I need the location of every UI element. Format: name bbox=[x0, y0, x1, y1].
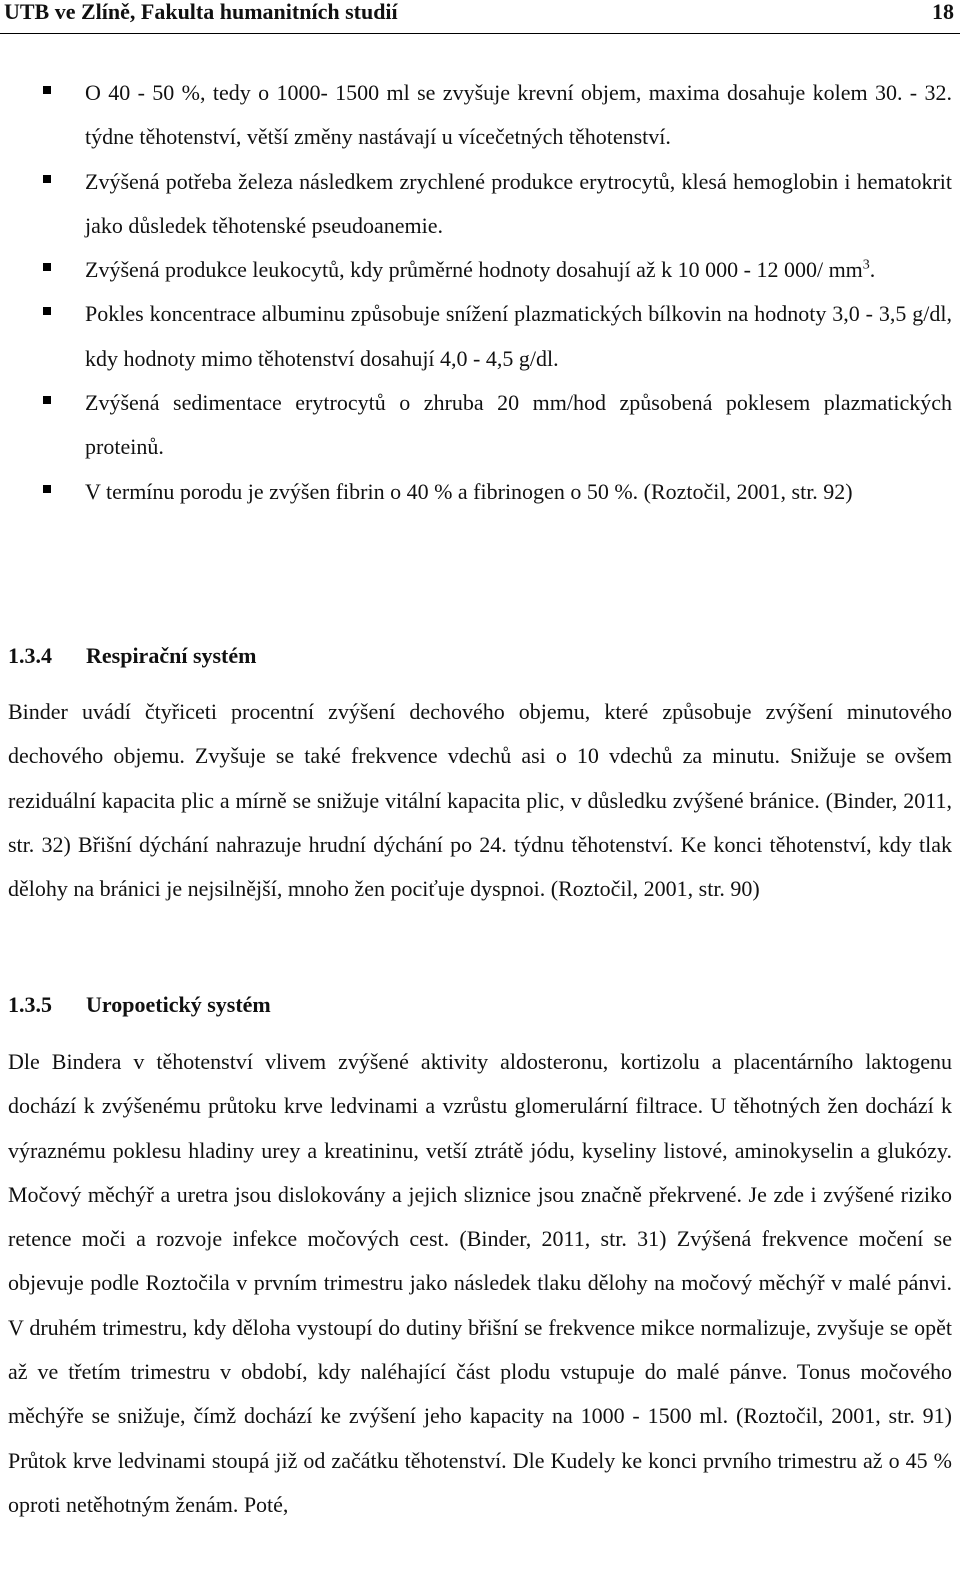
list-item bbox=[0, 292, 960, 381]
section-number: 1.3.5 bbox=[8, 992, 52, 1017]
paragraph-respiracni: Binder uvádí čtyřiceti procentní zvýšení dechového objemu, které způsobuje zvýšení minutového dechového objemu. Zvyšuje se také frekvence vdechů asi o 10 vdechů za minutu. Snižuje se ovšem reziduální kapacita plic a mírně se snižuje vitální kapacita plic, v důsledku zvýšené bránice. (Binder, 2011, str. 32) Břišní dýchání nahrazuje hrudní dýchání po 24. týdnu těhotenství. Ke konci těhotenství, kdy tlak dělohy na bránici je nejsilnější, mnoho žen pociťuje dyspnoi. (Roztočil, 2001, str. 90) bbox=[8, 699, 952, 902]
list-item-text: V termínu porodu je zvýšen fibrin o 40 % a fibrinogen o 50 %. (Roztočil, 2001, str. 92) bbox=[85, 478, 853, 504]
list-item-end: . bbox=[869, 257, 876, 283]
list-item-text: Zvýšená potřeba železa následkem zrychlené produkce erytrocytů, klesá hemoglobin i hematokrit jako důsledek těhotenské pseudoanemie. bbox=[85, 168, 952, 238]
list-item bbox=[0, 248, 960, 292]
list-item bbox=[0, 470, 960, 514]
section-title: Uropoetický systém bbox=[86, 992, 271, 1017]
square-bullet-icon bbox=[43, 86, 51, 94]
square-bullet-icon bbox=[43, 485, 51, 493]
square-bullet-icon bbox=[43, 175, 51, 183]
square-bullet-icon bbox=[43, 396, 51, 404]
page-header bbox=[0, 0, 960, 34]
bullet-list bbox=[0, 71, 960, 514]
list-item-text: Zvýšená produkce leukocytů, kdy průměrné hodnoty dosahují až k 10 000 - 12 000/ mm bbox=[85, 257, 863, 283]
list-item-text: Pokles koncentrace albuminu způsobuje snížení plazmatických bílkovin na hodnoty 3,0 - 3,5 g/dl, kdy hodnoty mimo těhotenství dosahují 4,0 - 4,5 g/dl. bbox=[85, 301, 952, 371]
header-title: UTB ve Zlíně, Fakulta humanitních studií bbox=[4, 0, 398, 24]
page-number: 18 bbox=[932, 0, 954, 24]
list-item-text: Zvýšená sedimentace erytrocytů o zhruba 20 mm/hod způsobená poklesem plazmatických proteinů. bbox=[85, 390, 952, 460]
section-title: Respirační systém bbox=[86, 643, 257, 668]
section-heading-respiracni bbox=[8, 641, 256, 671]
section-heading-uropoeticky bbox=[8, 990, 271, 1020]
list-item bbox=[0, 381, 960, 470]
square-bullet-icon bbox=[43, 263, 51, 271]
section-number: 1.3.4 bbox=[8, 643, 52, 668]
square-bullet-icon bbox=[43, 307, 51, 315]
superscript: 3 bbox=[862, 257, 870, 273]
list-item bbox=[0, 160, 960, 249]
paragraph-uropoeticky: Dle Bindera v těhotenství vlivem zvýšené aktivity aldosteronu, kortizolu a placentárního laktogenu dochází k zvýšenému průtoku krve ledvinami a vzrůstu glomerulární filtrace. U těhotných žen dochází k výraznému poklesu hladiny urey a kreatininu, vetší ztrátě jódu, kyseliny listové, aminokyselin a glukózy. Močový měchýř a uretra jsou dislokovány a jejich sliznice jsou značně překrvené. Je zde i zvýšené riziko retence moči a rozvoje infekce močových cest. (Binder, 2011, str. 31) Zvýšená frekvence močení se objevuje podle Roztočila v prvním trimestru jako následek tlaku dělohy na močový měchýř v malé pánvi. V druhém trimestru, kdy děloha vystoupí do dutiny břišní se frekvence mikce normalizuje, zvyšuje se opět až ve třetím trimestru v období, kdy naléhající část plodu vstupuje do malé pánve. Tonus močového měchýře se snižuje, čímž dochází ke zvýšení jeho kapacity na 1000 - 1500 ml. (Roztočil, 2001, str. 91) Průtok krve ledvinami stoupá již od začátku těhotenství. Dle Kudely ke konci prvního trimestru až o 45 % oproti netěhotným ženám. Poté, bbox=[8, 1049, 952, 1517]
list-item bbox=[0, 71, 960, 160]
list-item-text: O 40 - 50 %, tedy o 1000- 1500 ml se zvyšuje krevní objem, maxima dosahuje kolem 30. - 32. týdne těhotenství, větší změny nastávají u vícečetných těhotenství. bbox=[85, 80, 952, 150]
